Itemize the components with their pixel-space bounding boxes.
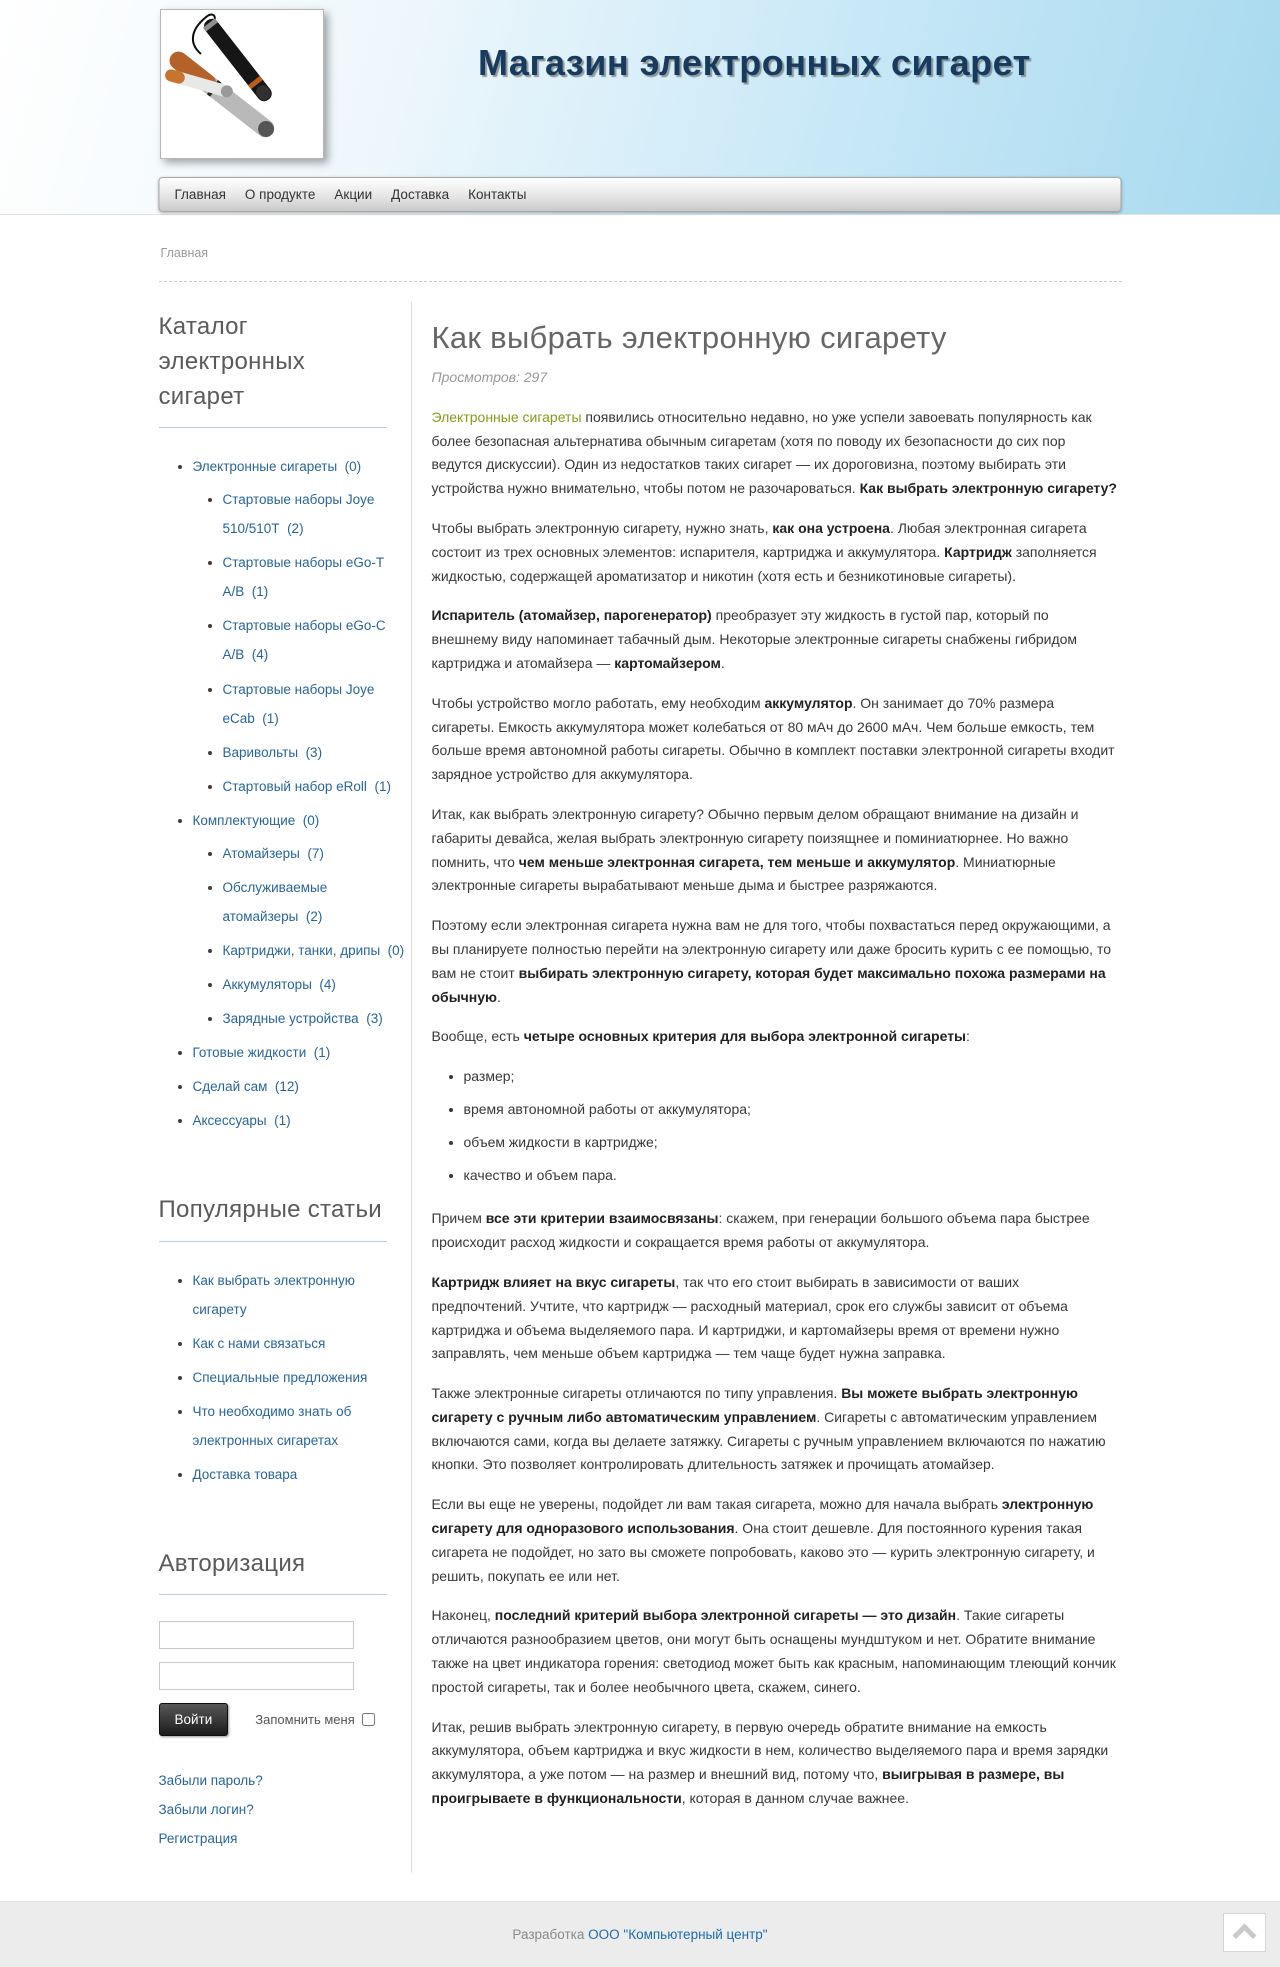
catalog-link[interactable]: Стартовые наборы Joye eCab bbox=[222, 681, 375, 726]
article-list bbox=[432, 1065, 1118, 1187]
catalog-link[interactable]: Атомайзеры bbox=[222, 845, 300, 861]
site-logo[interactable] bbox=[160, 9, 324, 159]
popular-item bbox=[193, 1397, 411, 1455]
login-button[interactable]: Войти bbox=[159, 1703, 229, 1736]
username-field[interactable] bbox=[159, 1621, 354, 1649]
auth-form bbox=[159, 1621, 411, 1848]
catalog-count[interactable]: (3) bbox=[305, 744, 323, 760]
views-counter: Просмотров: 297 bbox=[431, 369, 548, 385]
catalog-item bbox=[223, 485, 411, 543]
popular-link[interactable]: Специальные предложения bbox=[192, 1369, 368, 1385]
popular-link[interactable]: Как с нами связаться bbox=[192, 1335, 326, 1351]
popular-item bbox=[193, 1460, 411, 1489]
catalog-link[interactable]: Аксессуары bbox=[192, 1112, 267, 1128]
catalog-link[interactable]: Варивольты bbox=[222, 744, 299, 760]
catalog-item bbox=[193, 452, 411, 800]
popular-link[interactable]: Что необходимо знать об электронных сигаретах bbox=[192, 1403, 352, 1448]
catalog-heading: Каталог электронных сигарет bbox=[159, 310, 387, 428]
ecigarettes-photo-icon bbox=[161, 10, 321, 156]
article bbox=[432, 320, 1118, 1811]
auth-link[interactable]: Забыли логин? bbox=[158, 1802, 254, 1818]
catalog-link[interactable]: Зарядные устройства bbox=[222, 1010, 359, 1026]
catalog-item bbox=[223, 936, 411, 965]
popular-item bbox=[193, 1363, 411, 1392]
catalog-link[interactable]: Картриджи, танки, дрипы bbox=[222, 942, 381, 958]
site-header bbox=[0, 0, 1280, 215]
catalog-count[interactable]: (4) bbox=[251, 647, 269, 663]
catalog-count[interactable]: (2) bbox=[287, 521, 304, 537]
popular-list bbox=[159, 1266, 411, 1489]
auth-links bbox=[159, 1772, 411, 1848]
catalog-item bbox=[223, 970, 411, 999]
developer-link[interactable]: ООО "Компьютерный центр" bbox=[588, 1926, 768, 1942]
catalog-count[interactable]: (7) bbox=[307, 845, 324, 861]
article-paragraph: Наконец, последний критерий выбора электронной сигареты — это дизайн. Такие сигареты отличаются разнообразием цветов, они могут быть оснащены мундштуком и нет. Обратите внимание также на цвет индикатора горения: светодиод может быть как красным, напоминающим тлеющий кончик простой сигареты, так и более необычного цвета, скажем, синего. bbox=[431, 1607, 1116, 1695]
article-paragraph: Электронные сигареты появились относительно недавно, но уже успели завоевать популярность как более безопасная альтернатива обычным сигаретам (хотя по поводу их безопасности до сих пор ведутся дискуссии). Один из недостатков таких сигарет — их дороговизна, поэтому выбирать эти устройства нужно внимательно, чтобы потом не разочароваться. Как выбрать электронную сигарету? bbox=[431, 408, 1117, 497]
page-container bbox=[159, 215, 1122, 1873]
catalog-item bbox=[223, 675, 411, 733]
article-paragraph: Испаритель (атомайзер, парогенератор) преобразует эту жидкость в густой пар, который по внешнему виду напоминает табачный дым. Некоторые электронные сигареты снабжены гибридом картриджа и атомайзера — картомайзером. bbox=[431, 607, 1078, 671]
article-paragraph: Итак, как выбрать электронную сигарету? Обычно первым делом обращают внимание на дизайн и габариты девайса, желая выбрать электронную сигарету поизящнее и поминиатюрнее. Но важно помнить, что чем меньше электронная сигарета, тем меньше и аккумулятор. Миниатюрные электронные сигареты вырабатывают меньше дыма и быстрее разряжаются. bbox=[431, 805, 1079, 894]
footer-credit: Разработка bbox=[512, 1926, 585, 1942]
article-paragraph: Поэтому если электронная сигарета нужна вам не для того, чтобы похвастаться перед окружающими, а вы планируете полностью перейти на электронную сигарету или даже бросить курить с ее помощью, то вам не стоит выбирать электронную сигарету, которая будет максимально похожа размерами на обычную. bbox=[431, 917, 1112, 1005]
article-paragraph: Итак, решив выбрать электронную сигарету, в первую очередь обратите внимание на емкость аккумулятора, объем картриджа и вкус жидкости в нем, количество выделяемого пара и время зарядки аккумулятора, а уже потом — на размер и внешний вид, потому что, выигрывая в размере, вы проигрываете в функциональности, которая в данном случае важнее. bbox=[431, 1718, 1109, 1807]
catalog-link[interactable]: Готовые жидкости bbox=[192, 1044, 307, 1060]
auth-link[interactable]: Регистрация bbox=[158, 1831, 238, 1847]
site-footer bbox=[0, 1901, 1280, 1967]
article-paragraph: Также электронные сигареты отличаются по типу управления. Вы можете выбрать электронную сигарету с ручным либо автоматическим управлением. Сигареты с автоматическим управлением включаются сами, когда вы делаете затяжку. Сигареты с ручным управлением включаются по нажатию кнопки. Это позволяет контролировать длительность затяжек и прочищать атомайзер. bbox=[431, 1385, 1106, 1473]
nav-link[interactable]: Акции bbox=[334, 187, 373, 202]
nav-link[interactable]: Главная bbox=[174, 187, 226, 202]
catalog-count[interactable]: (1) bbox=[274, 1112, 291, 1128]
popular-item bbox=[193, 1329, 411, 1358]
catalog-count[interactable]: (4) bbox=[319, 976, 336, 992]
article-inline-link[interactable]: Электронные сигареты bbox=[431, 408, 582, 425]
catalog-link[interactable]: Комплектующие bbox=[192, 812, 296, 828]
catalog-count[interactable]: (1) bbox=[251, 584, 269, 600]
popular-heading: Популярные статьи bbox=[159, 1193, 387, 1242]
catalog-count[interactable]: (12) bbox=[274, 1078, 299, 1094]
catalog-count[interactable]: (0) bbox=[302, 812, 320, 828]
article-list-item: • время автономной работы от аккумулятора; bbox=[464, 1098, 1118, 1122]
catalog-count[interactable]: (1) bbox=[313, 1044, 331, 1060]
catalog-link[interactable]: Аккумуляторы bbox=[222, 976, 312, 992]
auth-link-item bbox=[159, 1801, 411, 1819]
catalog-count[interactable]: (1) bbox=[262, 710, 279, 726]
article-paragraph: Вообще, есть четыре основных критерия для выбора электронной сигареты: bbox=[431, 1028, 970, 1045]
breadcrumb: Главная bbox=[160, 246, 209, 260]
catalog-item bbox=[223, 738, 411, 767]
catalog-item bbox=[223, 873, 411, 931]
article-paragraph: Чтобы выбрать электронную сигарету, нужно знать, как она устроена. Любая электронная сигарета состоит из трех основных элементов: испарителя, картриджа и аккумулятора. Картридж заполняется жидкостью, содержащей ароматизатор и никотин (хотя есть и безникотиновые сигареты). bbox=[431, 519, 1097, 584]
scroll-top-button[interactable] bbox=[1223, 1913, 1266, 1952]
sidebar bbox=[159, 282, 411, 1873]
catalog-item bbox=[193, 806, 411, 1033]
catalog-item bbox=[223, 839, 411, 868]
catalog-link[interactable]: Обслуживаемые атомайзеры bbox=[222, 879, 328, 924]
page-title: Магазин электронных сигарет bbox=[478, 42, 1031, 83]
catalog-link[interactable]: Стартовые наборы eGo-T A/B bbox=[222, 555, 384, 600]
catalog-count[interactable]: (0) bbox=[387, 942, 405, 958]
catalog-item bbox=[223, 611, 411, 669]
article-body bbox=[432, 406, 1118, 1811]
article-paragraph: Чтобы устройство могло работать, ему необходим аккумулятор. Он занимает до 70% размера сигареты. Емкость аккумулятора может колебаться от 80 мАч до 2600 мАч. Чем больше емкость, тем больше время автономной работы сигареты. Обычно в комплект поставки электронной сигареты входит зарядное устройство для аккумулятора. bbox=[431, 694, 1115, 783]
remember-me-label: Запомнить меня bbox=[255, 1712, 355, 1728]
catalog-count[interactable]: (1) bbox=[374, 778, 391, 794]
catalog-item bbox=[193, 1072, 411, 1101]
popular-item bbox=[193, 1266, 411, 1324]
catalog-link[interactable]: Стартовые наборы eGo-C A/B bbox=[222, 618, 386, 663]
auth-link-item bbox=[159, 1830, 411, 1848]
catalog-link[interactable]: Электронные сигареты bbox=[192, 459, 338, 475]
catalog-item bbox=[223, 1004, 411, 1033]
catalog-item bbox=[193, 1038, 411, 1067]
article-list-item: • качество и объем пара. bbox=[464, 1164, 1118, 1188]
remember-checkbox[interactable] bbox=[362, 1713, 375, 1726]
article-paragraph: Если вы еще не уверены, подойдет ли вам такая сигарета, можно для начала выбрать электронную сигарету для одноразового использования. Она стоит дешевле. Для постоянного курения такая сигарета не подойдет, но зато вы сможете попробовать, каково это — курить электронную сигарету, и решить, покупать ее или нет. bbox=[431, 1496, 1095, 1584]
nav-link[interactable]: О продукте bbox=[244, 187, 316, 202]
auth-link-item bbox=[159, 1772, 411, 1790]
catalog-link[interactable]: Сделай сам bbox=[192, 1078, 268, 1094]
popular-link[interactable]: Доставка товара bbox=[192, 1466, 298, 1482]
main-nav bbox=[159, 177, 1122, 212]
main-content bbox=[411, 302, 1122, 1873]
password-field[interactable] bbox=[159, 1662, 354, 1690]
catalog-item bbox=[223, 772, 411, 801]
article-list-item: • объем жидкости в картридже; bbox=[464, 1131, 1118, 1155]
catalog-count[interactable]: (3) bbox=[366, 1010, 383, 1026]
nav-link[interactable]: Контакты bbox=[468, 187, 527, 202]
article-paragraph: Картридж влияет на вкус сигареты, так что его стоит выбирать в зависимости от ваших предпочтений. Учтите, что картридж — расходный материал, срок его службы зависит от объема картриджа и объема выделяемого пара. И картриджи, и картомайзеры время от времени нужно заправлять, чем меньше объем картриджа — тем чаще будет нужна заправка. bbox=[431, 1273, 1068, 1362]
catalog-count[interactable]: (0) bbox=[344, 459, 362, 475]
auth-heading: Авторизация bbox=[159, 1547, 387, 1596]
catalog-list bbox=[159, 452, 411, 1134]
popular-link[interactable]: Как выбрать электронную сигарету bbox=[192, 1272, 355, 1317]
nav-link[interactable]: Доставка bbox=[391, 187, 450, 202]
article-title: Как выбрать электронную сигарету bbox=[431, 320, 947, 355]
article-paragraph: Причем все эти критерии взаимосвязаны: скажем, при генерации большого объема пара быстрее происходит расход жидкости и сокращается время работы от аккумулятора. bbox=[431, 1210, 1090, 1251]
catalog-count[interactable]: (2) bbox=[305, 908, 323, 924]
article-list-item: • размер; bbox=[464, 1065, 1118, 1089]
chevron-up-icon bbox=[1232, 1924, 1256, 1948]
catalog-item bbox=[193, 1106, 411, 1135]
auth-link[interactable]: Забыли пароль? bbox=[158, 1773, 263, 1789]
catalog-item bbox=[223, 548, 411, 606]
catalog-link[interactable]: Стартовый набор eRoll bbox=[222, 778, 367, 794]
catalog-link[interactable]: Стартовые наборы Joye 510/510T bbox=[222, 492, 375, 537]
